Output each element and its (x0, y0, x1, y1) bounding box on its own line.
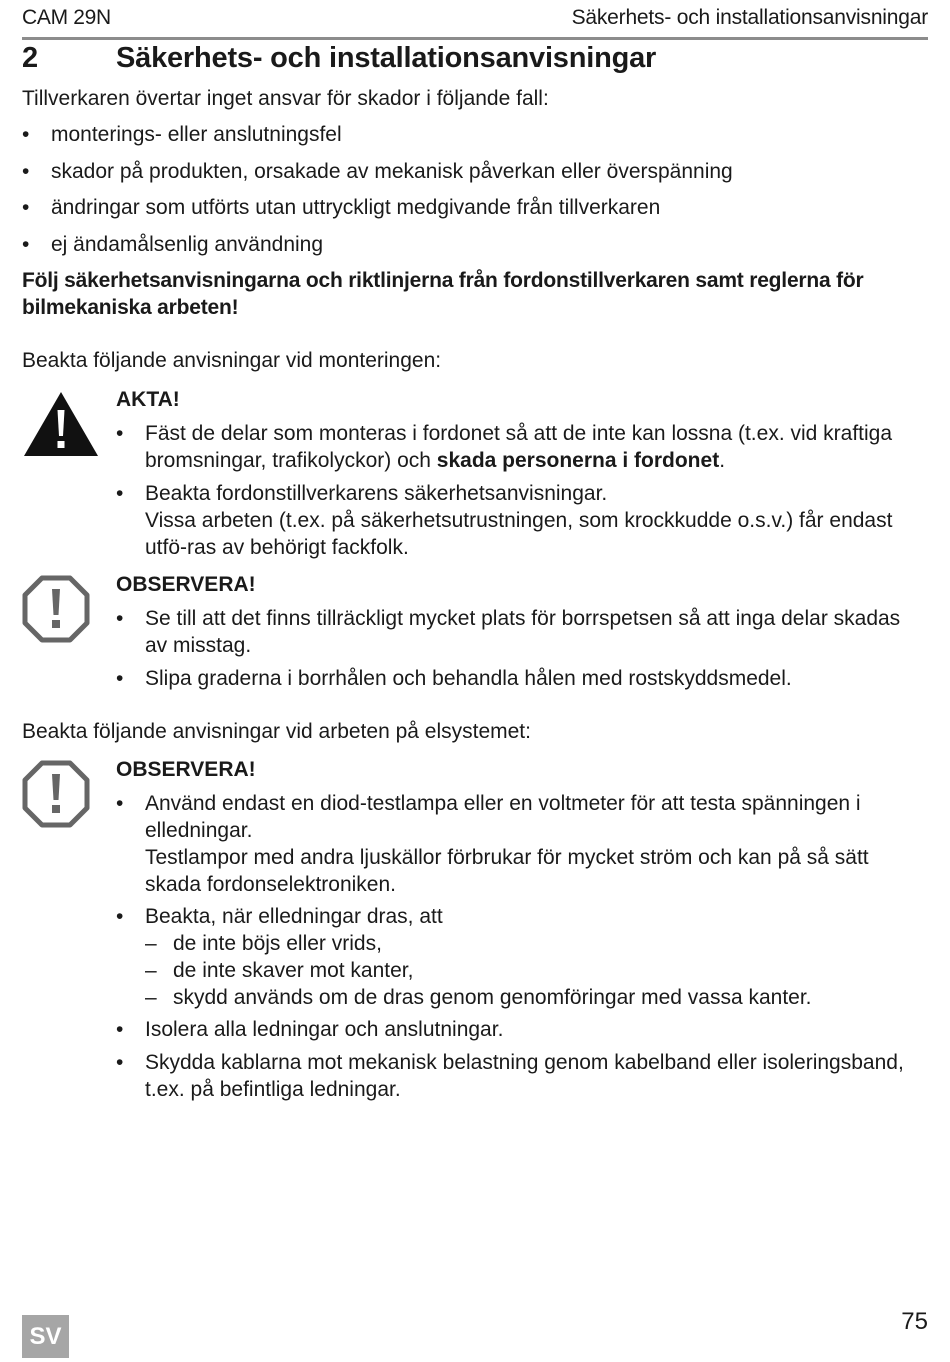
chapter-number: 2 (22, 42, 39, 74)
list-item-text: Testlampor med andra ljuskällor förbrukar för mycket ström och kan på så sätt skada fordonselektroniken. (145, 846, 869, 896)
list-item-text: Beakta, när elledningar dras, att (145, 905, 443, 928)
list-item-text: Vissa arbeten (t.ex. på säkerhetsutrustningen, som krockkudde o.s.v.) får endast utfö-ras av behörigt fackfolk. (145, 509, 893, 559)
bullet: • (116, 1051, 124, 1074)
bullet: • (22, 233, 30, 256)
bullet: • (22, 160, 30, 183)
list-item (22, 121, 922, 148)
intro-text: Tillverkaren övertar inget ansvar för skador i följande fall: (22, 87, 549, 110)
bullet: • (116, 482, 124, 505)
warning-triangle-icon (22, 390, 100, 458)
list-item (116, 903, 926, 930)
bullet: • (116, 905, 124, 928)
electrical-intro: Beakta följande anvisningar vid arbeten på elsystemet: (22, 720, 531, 743)
dash-item-text: de inte böjs eller vrids, (173, 932, 382, 955)
product-name: CAM 29N (22, 6, 111, 29)
list-item-text: Använd endast en diod-testlampa eller en voltmeter för att testa spänningen i elledningar. (145, 792, 861, 842)
language-tab: SV (22, 1315, 69, 1358)
list-item-text: Skydda kablarna mot mekanisk belastning genom kabelband eller isoleringsband, t.ex. på befintliga ledningar. (145, 1051, 904, 1101)
list-item-text: ej ändamålsenlig användning (51, 233, 324, 256)
list-item (116, 1049, 926, 1103)
dash-item (145, 930, 382, 957)
list-item (116, 420, 926, 474)
list-item (22, 231, 922, 258)
mounting-intro: Beakta följande anvisningar vid monteringen: (22, 349, 442, 372)
list-item (22, 194, 922, 221)
dash-item-text: skydd används om de dras genom genomföringar med vassa kanter. (173, 986, 812, 1009)
dash-item (145, 984, 812, 1011)
list-item-text: ändringar som utförts utan uttryckligt medgivande från tillverkaren (51, 196, 661, 219)
list-item-text: Se till att det finns tillräckligt mycket plats för borrspetsen så att inga delar skadas av misstag. (145, 607, 901, 657)
list-item (116, 790, 926, 898)
bullet: • (116, 792, 124, 815)
bullet: • (116, 667, 124, 690)
dash-marker: – (145, 986, 157, 1009)
page-number: 75 (901, 1308, 928, 1335)
bold-notice: Följ säkerhetsanvisningarna och riktlinjerna från fordonstillverkaren samt reglerna för bilmekaniska arbeten! (22, 269, 864, 319)
section-name: Säkerhets- och installationsanvisningar (571, 6, 928, 29)
list-item (116, 480, 926, 561)
list-item-text: Beakta fordonstillverkarens säkerhetsanvisningar. (145, 482, 608, 505)
bullet: • (22, 196, 30, 219)
list-item-text: skador på produkten, orsakade av mekanisk påverkan eller överspänning (51, 160, 733, 183)
notice-octagon-icon (22, 575, 90, 643)
dash-marker: – (145, 959, 157, 982)
notice-label: OBSERVERA! (116, 573, 256, 596)
bullet: • (116, 607, 124, 630)
list-item-text: Isolera alla ledningar och anslutningar. (145, 1018, 504, 1041)
list-item (116, 665, 926, 692)
notice-octagon-icon (22, 760, 90, 828)
bullet: • (116, 422, 124, 445)
bullet: • (22, 123, 30, 146)
notice-label: OBSERVERA! (116, 758, 256, 781)
bullet: • (116, 1018, 124, 1041)
list-item (22, 158, 922, 185)
list-item-text: monterings- eller anslutningsfel (51, 123, 342, 146)
warning-label: AKTA! (116, 388, 180, 411)
dash-item-text: de inte skaver mot kanter, (173, 959, 414, 982)
header-divider (22, 37, 928, 40)
dash-marker: – (145, 932, 157, 955)
list-item (116, 605, 926, 659)
chapter-title: Säkerhets- och installationsanvisningar (116, 42, 657, 74)
emphasis-text: skada personerna i fordonet (436, 449, 720, 472)
list-item (116, 1016, 926, 1043)
list-item-text: Slipa graderna i borrhålen och behandla hålen med rostskyddsmedel. (145, 667, 792, 690)
dash-item (145, 957, 413, 984)
list-item-text: Fäst de delar som monteras i fordonet så att de inte kan lossna (t.ex. vid kraftiga bromsningar, trafikolyckor) och skada personerna i fordonet. (145, 422, 893, 472)
